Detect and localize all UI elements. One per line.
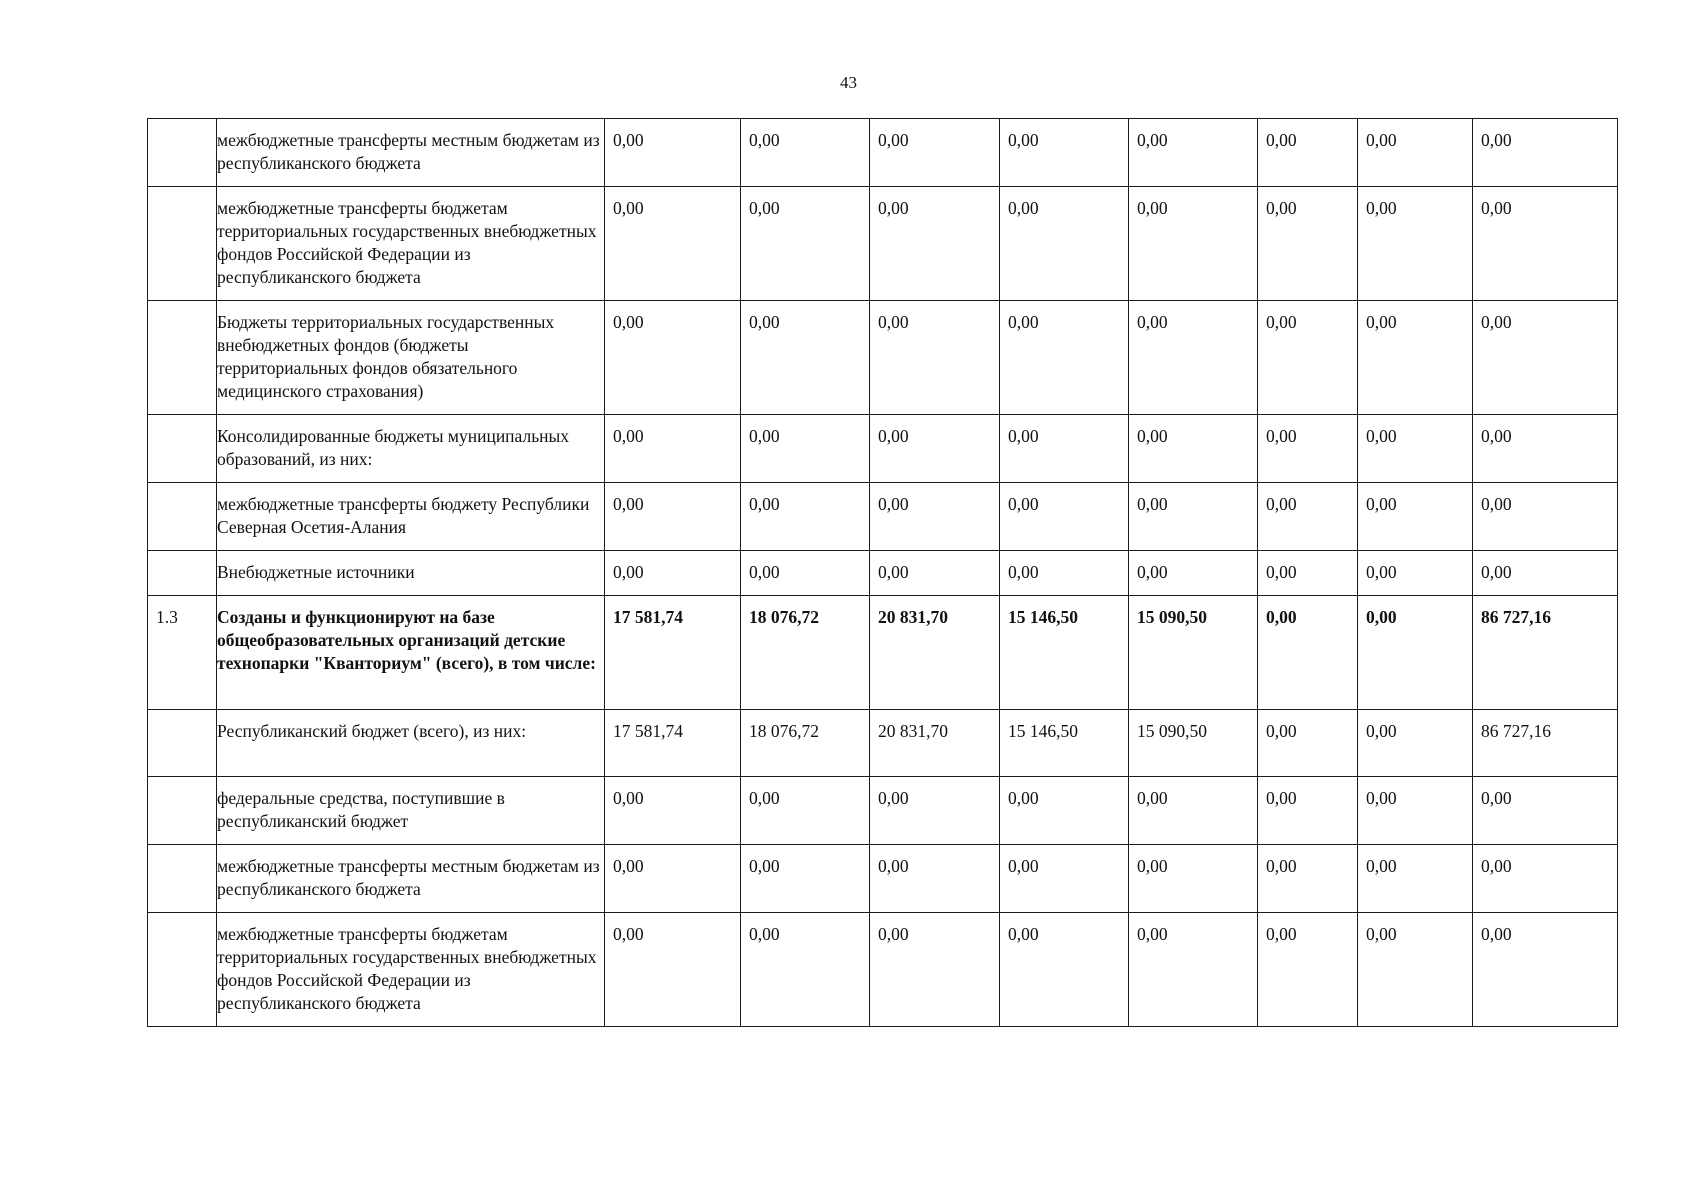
- item-number-cell: [148, 551, 217, 596]
- value-cell: 0,00: [1473, 845, 1618, 913]
- value-cell: 20 831,70: [870, 710, 1000, 777]
- value-cell: 0,00: [1000, 119, 1129, 187]
- value-cell: 0,00: [1358, 596, 1473, 710]
- value-cell: 86 727,16: [1473, 596, 1618, 710]
- table-row: [148, 596, 1618, 710]
- value-cell: 0,00: [1000, 415, 1129, 483]
- value-cell: 0,00: [605, 913, 741, 1027]
- value-cell: 17 581,74: [605, 710, 741, 777]
- value-cell: 15 090,50: [1129, 710, 1258, 777]
- value-cell: 0,00: [605, 301, 741, 415]
- value-cell: 0,00: [605, 483, 741, 551]
- value-cell: 0,00: [870, 483, 1000, 551]
- value-cell: 0,00: [605, 119, 741, 187]
- value-cell: 0,00: [1000, 301, 1129, 415]
- item-number-cell: [148, 119, 217, 187]
- value-cell: 0,00: [1358, 845, 1473, 913]
- value-cell: 0,00: [1000, 913, 1129, 1027]
- value-cell: 0,00: [1258, 119, 1358, 187]
- item-number-cell: [148, 777, 217, 845]
- value-cell: 0,00: [1000, 483, 1129, 551]
- value-cell: 0,00: [1129, 187, 1258, 301]
- table-row: [148, 845, 1618, 913]
- page-number: 43: [840, 73, 857, 92]
- value-cell: 0,00: [1358, 777, 1473, 845]
- description-cell: межбюджетные трансферты местным бюджетам из республиканского бюджета: [217, 845, 605, 913]
- value-cell: 0,00: [870, 119, 1000, 187]
- value-cell: 0,00: [1258, 415, 1358, 483]
- value-cell: 0,00: [741, 551, 870, 596]
- value-cell: 0,00: [1129, 483, 1258, 551]
- value-cell: 0,00: [605, 551, 741, 596]
- value-cell: 0,00: [741, 187, 870, 301]
- table-row: [148, 710, 1618, 777]
- value-cell: 0,00: [870, 913, 1000, 1027]
- table-row: [148, 119, 1618, 187]
- value-cell: 0,00: [1258, 777, 1358, 845]
- value-cell: 0,00: [870, 551, 1000, 596]
- item-number-cell: [148, 913, 217, 1027]
- value-cell: 0,00: [1129, 415, 1258, 483]
- value-cell: 0,00: [1358, 710, 1473, 777]
- value-cell: 0,00: [870, 187, 1000, 301]
- value-cell: 0,00: [1129, 777, 1258, 845]
- value-cell: 0,00: [741, 777, 870, 845]
- value-cell: 0,00: [1258, 710, 1358, 777]
- value-cell: 0,00: [870, 415, 1000, 483]
- value-cell: 0,00: [1258, 913, 1358, 1027]
- value-cell: 0,00: [1258, 301, 1358, 415]
- value-cell: 0,00: [1358, 119, 1473, 187]
- value-cell: 0,00: [741, 301, 870, 415]
- value-cell: 0,00: [1258, 845, 1358, 913]
- value-cell: 18 076,72: [741, 596, 870, 710]
- value-cell: 15 146,50: [1000, 710, 1129, 777]
- description-cell: межбюджетные трансферты бюджету Республики Северная Осетия-Алания: [217, 483, 605, 551]
- item-number-cell: [148, 187, 217, 301]
- value-cell: 0,00: [1129, 301, 1258, 415]
- description-cell: Бюджеты территориальных государственных внебюджетных фондов (бюджеты территориальных фондов обязательного медицинского страхования): [217, 301, 605, 415]
- value-cell: 0,00: [1473, 777, 1618, 845]
- value-cell: 0,00: [741, 119, 870, 187]
- table-row: [148, 301, 1618, 415]
- description-cell: межбюджетные трансферты местным бюджетам из республиканского бюджета: [217, 119, 605, 187]
- item-number-cell: [148, 483, 217, 551]
- value-cell: 0,00: [1258, 596, 1358, 710]
- description-cell: федеральные средства, поступившие в республиканский бюджет: [217, 777, 605, 845]
- description-cell: Созданы и функционируют на базе общеобразовательных организаций детские технопарки "Кванториум" (всего), в том числе:: [217, 596, 605, 710]
- value-cell: 15 090,50: [1129, 596, 1258, 710]
- item-number-cell: [148, 301, 217, 415]
- value-cell: 0,00: [1473, 913, 1618, 1027]
- value-cell: 0,00: [741, 913, 870, 1027]
- value-cell: 0,00: [1473, 551, 1618, 596]
- description-cell: межбюджетные трансферты бюджетам территориальных государственных внебюджетных фондов Российской Федерации из республиканского бюджета: [217, 913, 605, 1027]
- value-cell: 0,00: [1358, 301, 1473, 415]
- value-cell: 17 581,74: [605, 596, 741, 710]
- value-cell: 0,00: [1000, 551, 1129, 596]
- table-row: [148, 187, 1618, 301]
- value-cell: 18 076,72: [741, 710, 870, 777]
- value-cell: 0,00: [1129, 913, 1258, 1027]
- value-cell: 0,00: [1000, 845, 1129, 913]
- value-cell: 0,00: [1258, 187, 1358, 301]
- value-cell: 0,00: [1358, 913, 1473, 1027]
- item-number-cell: [148, 845, 217, 913]
- item-number-cell: 1.3: [148, 596, 217, 710]
- description-cell: Республиканский бюджет (всего), из них:: [217, 710, 605, 777]
- table-row: [148, 777, 1618, 845]
- value-cell: 15 146,50: [1000, 596, 1129, 710]
- value-cell: 0,00: [1258, 483, 1358, 551]
- value-cell: 0,00: [1473, 301, 1618, 415]
- value-cell: 0,00: [1358, 187, 1473, 301]
- value-cell: 0,00: [1358, 415, 1473, 483]
- table-row: [148, 551, 1618, 596]
- value-cell: 0,00: [1258, 551, 1358, 596]
- value-cell: 86 727,16: [1473, 710, 1618, 777]
- value-cell: 0,00: [1129, 551, 1258, 596]
- description-cell: Консолидированные бюджеты муниципальных образований, из них:: [217, 415, 605, 483]
- value-cell: 0,00: [1129, 845, 1258, 913]
- value-cell: 0,00: [605, 415, 741, 483]
- description-cell: межбюджетные трансферты бюджетам территориальных государственных внебюджетных фондов Российской Федерации из республиканского бюджета: [217, 187, 605, 301]
- value-cell: 0,00: [870, 777, 1000, 845]
- budget-table: [147, 118, 1618, 1027]
- value-cell: 0,00: [1358, 551, 1473, 596]
- value-cell: 0,00: [741, 845, 870, 913]
- value-cell: 0,00: [870, 301, 1000, 415]
- table-row: [148, 483, 1618, 551]
- table-row: [148, 415, 1618, 483]
- value-cell: 0,00: [1473, 415, 1618, 483]
- value-cell: 0,00: [1000, 777, 1129, 845]
- value-cell: 0,00: [605, 845, 741, 913]
- value-cell: 0,00: [1473, 483, 1618, 551]
- value-cell: 0,00: [605, 777, 741, 845]
- value-cell: 0,00: [605, 187, 741, 301]
- item-number-cell: [148, 710, 217, 777]
- value-cell: 20 831,70: [870, 596, 1000, 710]
- value-cell: 0,00: [741, 415, 870, 483]
- description-cell: Внебюджетные источники: [217, 551, 605, 596]
- value-cell: 0,00: [1473, 119, 1618, 187]
- item-number-cell: [148, 415, 217, 483]
- value-cell: 0,00: [1000, 187, 1129, 301]
- value-cell: 0,00: [1129, 119, 1258, 187]
- value-cell: 0,00: [1473, 187, 1618, 301]
- value-cell: 0,00: [741, 483, 870, 551]
- value-cell: 0,00: [870, 845, 1000, 913]
- value-cell: 0,00: [1358, 483, 1473, 551]
- table-row: [148, 913, 1618, 1027]
